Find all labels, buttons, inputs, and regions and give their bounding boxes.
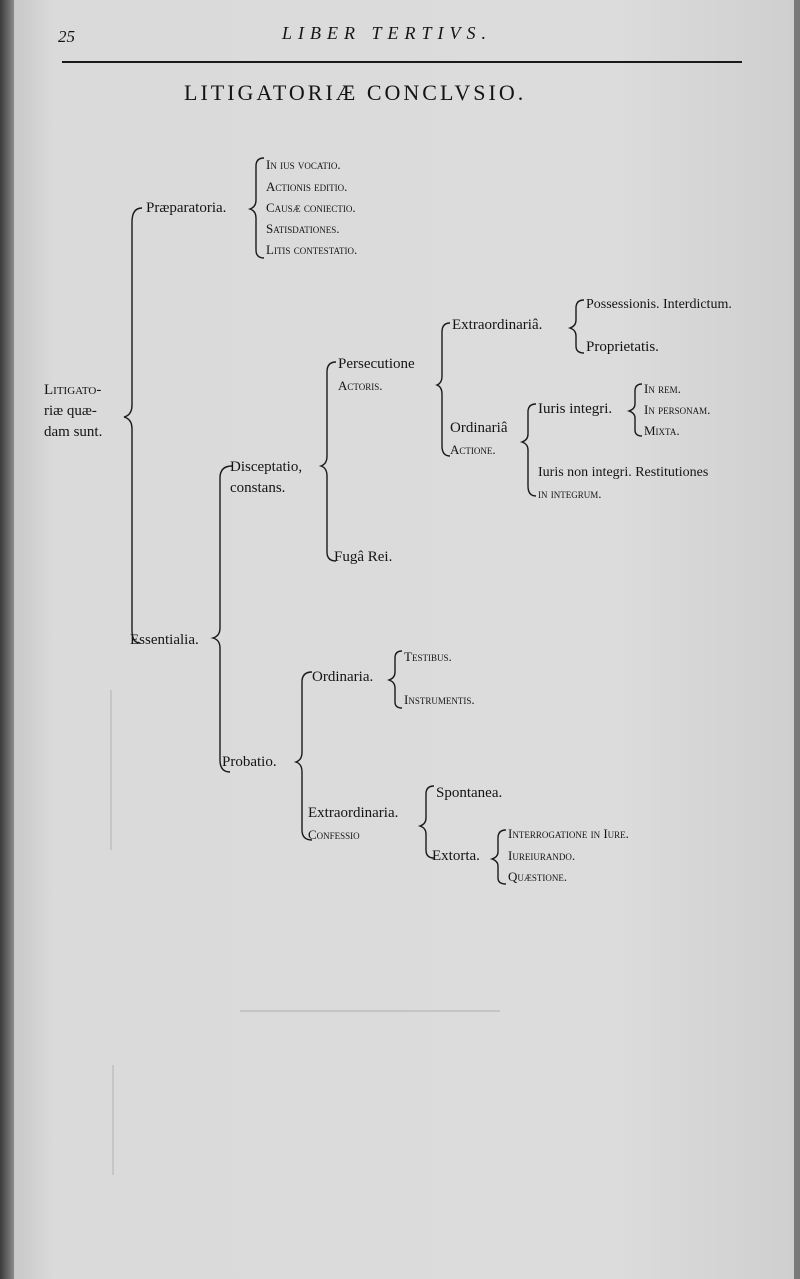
fuga-rei-label: Fugâ Rei. [334, 549, 393, 565]
iuris-non-integri-line2: in integrum. [538, 486, 602, 501]
page-title: LITIGATORIÆ CONCLVSIO. [184, 80, 527, 105]
action-type-item: In rem. [644, 381, 681, 396]
root-label-line2: riæ quæ- [44, 403, 97, 419]
extraordinaria-probatio-line2: Confessio [308, 827, 360, 842]
extraordinaria-actio-label: Extraordinariâ. [452, 317, 543, 333]
probatio-label: Probatio. [222, 754, 277, 770]
iuris-integri-label: Iuris integri. [538, 401, 613, 417]
disceptatio-label-line2: constans. [230, 480, 286, 496]
extorta-label: Extorta. [432, 848, 480, 864]
praeparatoria-item: Actionis editio. [266, 179, 348, 194]
praeparatoria-item: Satisdationes. [266, 221, 340, 236]
extorta-item: Interrogatione in Iure. [508, 826, 629, 841]
ordinaria-probatio-label: Ordinaria. [312, 669, 374, 685]
praeparatoria-label: Præparatoria. [146, 200, 227, 216]
ordinaria-actione-line2: Actione. [450, 442, 496, 457]
proprietatis-label: Proprietatis. [586, 339, 659, 355]
ordinaria-probatio-item: Testibus. [404, 649, 452, 664]
extorta-item: Quæstione. [508, 869, 568, 884]
spontanea-label: Spontanea. [436, 785, 503, 801]
page-number: 25 [58, 27, 75, 46]
action-type-item: Mixta. [644, 423, 680, 438]
essentialia-label: Essentialia. [130, 632, 199, 648]
extorta-item: Iureiurando. [508, 848, 576, 863]
ordinaria-probatio-item: Instrumentis. [404, 692, 475, 707]
root-label-line1: Litigato- [44, 382, 102, 398]
iuris-non-integri-line1: Iuris non integri. Restitutiones [538, 465, 709, 480]
extraordinaria-probatio-line1: Extraordinaria. [308, 805, 399, 821]
root-label-line3: dam sunt. [44, 424, 103, 440]
ordinaria-actione-line1: Ordinariâ [450, 420, 508, 436]
running-title: LIBER TERTIVS. [282, 23, 492, 43]
persecutione-label-line2: Actoris. [338, 378, 383, 393]
praeparatoria-item: Litis contestatio. [266, 242, 358, 257]
possessionis-label: Possessionis. Interdictum. [586, 297, 732, 312]
persecutione-label-line1: Persecutione [338, 356, 415, 372]
praeparatoria-item: In ius vocatio. [266, 157, 341, 172]
disceptatio-label-line1: Disceptatio, [230, 459, 303, 475]
action-type-item: In personam. [644, 402, 711, 417]
praeparatoria-item: Causæ coniectio. [266, 200, 356, 215]
